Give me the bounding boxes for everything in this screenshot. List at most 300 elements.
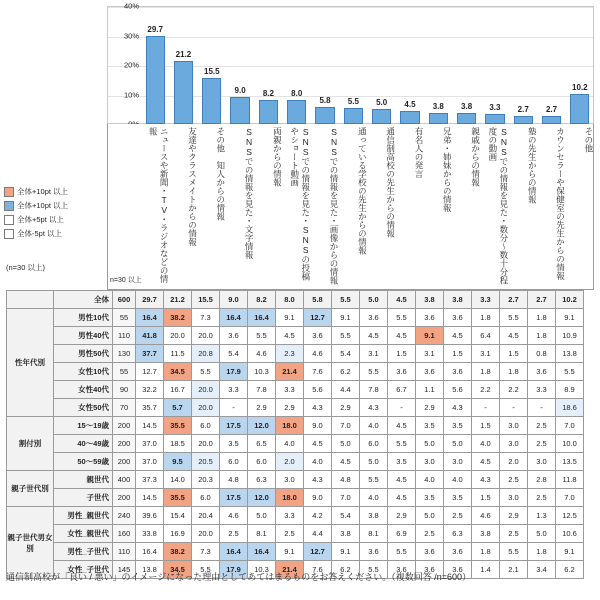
table-cell: 17.9 [220, 363, 248, 381]
table-cell-n: 240 [113, 507, 136, 525]
table-cell: 3.3 [276, 381, 304, 399]
table-cell: 20.5 [192, 453, 220, 471]
table-cell-n: 200 [113, 435, 136, 453]
legend-swatch [4, 201, 14, 211]
table-cell: 4.5 [388, 417, 416, 435]
table-cell: 4.0 [472, 435, 500, 453]
table-cell: 1.8 [528, 543, 556, 561]
bar-value-label: 9.0 [234, 86, 246, 96]
table-cell: 10.0 [556, 435, 584, 453]
table-cell: 1.5 [444, 345, 472, 363]
category-label: SNSでの情報を見た・数分～数十分程度の動画 [487, 127, 509, 285]
table-row [7, 453, 584, 471]
table-cell: 3.6 [220, 327, 248, 345]
table-cell: - [472, 399, 500, 417]
legend-swatch [4, 229, 14, 239]
table-cell: 5.8 [304, 291, 332, 309]
table-cell: 4.4 [332, 381, 360, 399]
table-cell: 5.5 [332, 291, 360, 309]
table-cell: 5.5 [192, 363, 220, 381]
table-cell: 4.3 [444, 399, 472, 417]
table-cell: 1.5 [500, 345, 528, 363]
bar [372, 109, 391, 124]
table-cell: 4.5 [360, 327, 388, 345]
table-cell: 3.5 [416, 489, 444, 507]
table-cell: 0.8 [528, 345, 556, 363]
table-cell: 35.5 [164, 489, 192, 507]
table-cell: 4.3 [304, 471, 332, 489]
table-cell: 8.9 [556, 381, 584, 399]
table-cell: 5.5 [388, 435, 416, 453]
table-cell: 9.0 [220, 291, 248, 309]
table-cell: 7.3 [192, 543, 220, 561]
table-cell: 9.0 [304, 489, 332, 507]
table-cell: 2.3 [276, 345, 304, 363]
table-cell-n: 55 [113, 363, 136, 381]
table-cell: 2.9 [500, 507, 528, 525]
table-row-label: 女性_親世代 [54, 525, 113, 543]
table-row-label: 女性10代 [54, 363, 113, 381]
bar [400, 111, 419, 124]
table-row [7, 543, 584, 561]
table-cell: 3.6 [416, 309, 444, 327]
table-cell: 5.5 [248, 327, 276, 345]
table-cell: 3.0 [500, 489, 528, 507]
category-label: ニュースや新聞・TV・ラジオなどの情報 [148, 127, 170, 283]
category-label: 両親からの情報 [272, 127, 283, 187]
table-cell: 6.4 [472, 327, 500, 345]
table-cell: 2.2 [500, 381, 528, 399]
table-cell: 6.2 [556, 561, 584, 579]
table-cell: 20.4 [192, 507, 220, 525]
table-cell: 4.3 [304, 399, 332, 417]
table-cell: 29.7 [136, 291, 164, 309]
table-row-label: 全体 [54, 291, 113, 309]
table-cell: 5.0 [416, 507, 444, 525]
table-cell: 9.1 [276, 543, 304, 561]
table-cell: 20.0 [192, 399, 220, 417]
data-table [6, 290, 584, 579]
category-label: カウンセラーや保健室の先生からの情報 [555, 127, 566, 280]
table-cell-n: 130 [113, 345, 136, 363]
table-cell: 12.5 [556, 507, 584, 525]
table-cell: 4.6 [220, 507, 248, 525]
table-cell: 3.1 [360, 345, 388, 363]
table-cell: 3.0 [416, 453, 444, 471]
table-cell: 3.5 [444, 489, 472, 507]
table-cell: 37.3 [136, 471, 164, 489]
bar [457, 113, 476, 124]
table-row-label: 男性50代 [54, 345, 113, 363]
table-cell: 11.8 [556, 471, 584, 489]
table-cell: 7.6 [304, 363, 332, 381]
y-tick-label: 40% [123, 1, 139, 11]
table-cell: 4.0 [360, 489, 388, 507]
table-cell: 7.8 [360, 381, 388, 399]
table-cell: 20.8 [192, 345, 220, 363]
table-cell: 35.7 [136, 399, 164, 417]
table-row-label: 女性_子世代 [54, 561, 113, 579]
table-cell: 3.6 [444, 309, 472, 327]
table-cell: - [528, 399, 556, 417]
table-cell: 5.5 [360, 561, 388, 579]
bar [429, 113, 448, 124]
bar-value-label: 5.0 [376, 98, 388, 108]
table-cell: 6.0 [220, 453, 248, 471]
table-cell: 1.8 [528, 327, 556, 345]
table-cell: 2.9 [248, 399, 276, 417]
table-cell: 12.0 [248, 417, 276, 435]
table-group-label: 性年代別 [7, 309, 54, 417]
table-row [7, 507, 584, 525]
category-label: 通信制高校の先生からの情報 [385, 127, 396, 238]
table-cell: 5.5 [360, 471, 388, 489]
y-tick-label: 20% [123, 60, 139, 70]
table-cell: 3.0 [500, 417, 528, 435]
table-cell: 9.1 [416, 327, 444, 345]
table-cell: 12.0 [248, 489, 276, 507]
table-cell: 2.5 [220, 525, 248, 543]
table-cell: 2.5 [500, 471, 528, 489]
table-cell: 2.0 [500, 453, 528, 471]
table-cell: 5.4 [220, 345, 248, 363]
table-cell: 3.0 [444, 453, 472, 471]
table-cell: 3.6 [444, 363, 472, 381]
table-cell: 3.3 [528, 381, 556, 399]
table-cell: 3.6 [444, 561, 472, 579]
table-cell: 1.5 [472, 489, 500, 507]
table-cell: 16.4 [248, 543, 276, 561]
table-cell: 9.1 [332, 309, 360, 327]
table-cell: 2.9 [388, 507, 416, 525]
table-row [7, 363, 584, 381]
table-cell: 37.0 [136, 453, 164, 471]
table-cell: 1.8 [500, 363, 528, 381]
table-cell: 7.8 [248, 381, 276, 399]
table-cell-n: 90 [113, 381, 136, 399]
table-cell: 35.5 [164, 417, 192, 435]
table-cell: 5.6 [304, 381, 332, 399]
table-cell: 33.8 [136, 525, 164, 543]
table-cell-n: 110 [113, 327, 136, 345]
table-cell: 3.4 [528, 561, 556, 579]
table-cell: 5.4 [332, 345, 360, 363]
table-cell: 3.8 [360, 507, 388, 525]
table-cell: 4.6 [472, 507, 500, 525]
table-row-label: 男性10代 [54, 309, 113, 327]
bar-value-label: 4.5 [404, 99, 416, 109]
table-cell: 3.6 [444, 543, 472, 561]
table-cell: 18.6 [556, 399, 584, 417]
table-cell: 3.1 [472, 345, 500, 363]
table-cell: 1.4 [472, 561, 500, 579]
table-row-label: 男性_親世代 [54, 507, 113, 525]
bar [514, 116, 533, 124]
bar-value-label: 2.7 [545, 105, 558, 115]
bar [259, 100, 278, 124]
table-cell: 5.5 [556, 363, 584, 381]
table-cell: 17.5 [220, 417, 248, 435]
bar-value-label: 15.5 [203, 67, 220, 77]
table-cell: 4.5 [388, 471, 416, 489]
bar [287, 100, 306, 124]
table-cell: 2.9 [416, 399, 444, 417]
table-cell: 8.2 [248, 291, 276, 309]
table-cell: 12.7 [136, 363, 164, 381]
table-cell: 4.3 [472, 471, 500, 489]
table-cell: 14.0 [164, 471, 192, 489]
table-cell: 9.1 [332, 543, 360, 561]
table-row-label: 15～19歳 [54, 417, 113, 435]
table-cell: 2.5 [528, 417, 556, 435]
table-cell: 3.3 [220, 381, 248, 399]
table-cell: 13.8 [556, 345, 584, 363]
legend-label: 全体-5pt 以上 [17, 229, 63, 238]
table-cell-n: 600 [113, 291, 136, 309]
table-cell: 39.6 [136, 507, 164, 525]
bar-value-label: 2.7 [517, 105, 529, 115]
table-cell: 5.0 [528, 525, 556, 543]
table-cell: 20.0 [164, 327, 192, 345]
table-cell: 6.9 [388, 525, 416, 543]
table-cell: 1.5 [388, 345, 416, 363]
table-cell: 5.0 [416, 435, 444, 453]
table-cell: 4.5 [388, 327, 416, 345]
table-group-label: 親子世代男女別 [7, 507, 54, 579]
table-row [7, 435, 584, 453]
table-cell: 5.0 [360, 453, 388, 471]
table-group-label [7, 291, 54, 309]
table-cell: 4.3 [360, 399, 388, 417]
table-cell: 20.0 [192, 435, 220, 453]
table-cell: 15.5 [192, 291, 220, 309]
table-cell: 3.5 [416, 417, 444, 435]
category-label: 友達やクラスメイトからの情報 [187, 127, 198, 246]
table-cell: 6.0 [192, 417, 220, 435]
table-cell: 2.2 [472, 381, 500, 399]
table-cell: 5.6 [444, 381, 472, 399]
table-cell: 3.3 [472, 291, 500, 309]
table-cell: 4.5 [332, 453, 360, 471]
table-cell-n: 55 [113, 309, 136, 327]
bar-value-label: 29.7 [147, 25, 163, 35]
table-cell: 3.8 [416, 291, 444, 309]
table-cell: 4.0 [360, 417, 388, 435]
bar-value-label: 10.2 [572, 82, 588, 92]
table-cell: 6.7 [388, 381, 416, 399]
table-cell: 17.9 [220, 561, 248, 579]
table-row-label: 男性40代 [54, 327, 113, 345]
table-cell: 16.7 [164, 381, 192, 399]
table-cell: 1.8 [472, 543, 500, 561]
table-cell: 2.5 [444, 507, 472, 525]
table-cell: 20.0 [192, 381, 220, 399]
table-cell: 34.5 [164, 561, 192, 579]
table-cell: 5.5 [332, 327, 360, 345]
table-row [7, 489, 584, 507]
table-cell: 4.0 [444, 471, 472, 489]
table-cell: 32.2 [136, 381, 164, 399]
table-cell: 6.0 [360, 435, 388, 453]
table-cell: 3.6 [360, 309, 388, 327]
table-cell: 6.3 [444, 525, 472, 543]
table-cell: 2.5 [528, 435, 556, 453]
y-tick-label: 10% [123, 90, 139, 99]
table-cell: 5.5 [388, 309, 416, 327]
category-label: 通っている学校の先生からの情報 [357, 127, 368, 255]
table-cell: 4.5 [276, 327, 304, 345]
table-cell: 3.3 [276, 507, 304, 525]
table-cell-n: 200 [113, 417, 136, 435]
table-cell: 5.5 [388, 543, 416, 561]
table-cell: 4.5 [388, 489, 416, 507]
table-cell: 2.5 [416, 525, 444, 543]
table-cell: 6.0 [248, 453, 276, 471]
table-row [7, 471, 584, 489]
table-cell: 3.6 [360, 543, 388, 561]
table-cell: 2.0 [276, 453, 304, 471]
table-cell: 1.5 [472, 417, 500, 435]
table-cell: 2.9 [332, 399, 360, 417]
table-cell: 3.5 [220, 435, 248, 453]
table-cell: 7.3 [192, 309, 220, 327]
chart-category-labels [107, 124, 594, 290]
table-cell: 10.3 [248, 561, 276, 579]
table-cell: 4.5 [444, 327, 472, 345]
table-cell: 6.0 [192, 489, 220, 507]
table-cell: 3.0 [500, 435, 528, 453]
table-cell: 10.3 [248, 363, 276, 381]
table-cell-n: 160 [113, 525, 136, 543]
table-cell: 16.4 [220, 543, 248, 561]
table-cell: 9.5 [164, 453, 192, 471]
table-cell-n: 145 [113, 561, 136, 579]
table-cell: 17.5 [220, 489, 248, 507]
table-group-label: 親子世代別 [7, 471, 54, 507]
table-cell: 8.0 [276, 291, 304, 309]
table-cell: 5.5 [500, 309, 528, 327]
table-row [7, 417, 584, 435]
table-cell: 8.1 [248, 525, 276, 543]
bar-value-label: 8.0 [291, 89, 303, 99]
table-cell: 3.8 [472, 525, 500, 543]
table-cell: 6.2 [332, 363, 360, 381]
table-cell: 21.4 [276, 561, 304, 579]
table-cell: 21.4 [276, 363, 304, 381]
category-label: SNSでの情報を見た・SNSの投稿やショート動画 [289, 127, 311, 281]
table-cell: 2.7 [500, 291, 528, 309]
table-cell: 3.6 [528, 363, 556, 381]
category-label: その他 [583, 127, 594, 153]
table-cell: 21.2 [164, 291, 192, 309]
table-cell: 18.0 [276, 489, 304, 507]
table-cell: 10.2 [556, 291, 584, 309]
bar-value-label: 8.2 [262, 88, 274, 98]
category-label: 塾の先生からの情報 [527, 127, 538, 204]
table-cell: 4.6 [304, 345, 332, 363]
table-cell: 9.0 [304, 417, 332, 435]
bar [485, 114, 504, 124]
table-cell: 7.0 [332, 489, 360, 507]
legend-label: 全体+10pt 以上 [17, 187, 69, 196]
table-cell: 4.0 [276, 435, 304, 453]
bar-value-label: 3.8 [461, 101, 473, 111]
bar-value-label: 21.2 [175, 50, 192, 60]
table-cell: 4.5 [472, 453, 500, 471]
sample-size-note: n=30 以上 [110, 277, 142, 284]
table-cell: 4.4 [304, 525, 332, 543]
y-tick-label: 30% [123, 31, 139, 40]
table-cell: 3.5 [444, 417, 472, 435]
table-cell: 16.4 [136, 309, 164, 327]
table-cell: 3.6 [304, 327, 332, 345]
bar-value-label: 5.5 [347, 96, 359, 106]
bar-value-label: 5.8 [319, 95, 331, 105]
legend-label: 全体+5pt 以上 [17, 215, 64, 224]
table-cell: 3.6 [388, 363, 416, 381]
table-cell: - [220, 399, 248, 417]
table-cell: 10.9 [556, 327, 584, 345]
legend-label: 全体+10pt 以上 [17, 201, 69, 210]
table-cell: 11.5 [164, 345, 192, 363]
category-label: 親戚からの情報 [470, 127, 481, 187]
table-cell: 20.0 [192, 327, 220, 345]
table-cell: 14.5 [136, 417, 164, 435]
category-label: その他 知人からの情報 [215, 127, 226, 221]
table-cell: 3.8 [332, 525, 360, 543]
category-label: SNSでの情報を見た・文字情報 [244, 127, 255, 259]
category-label: 兄弟・姉妹からの情報 [442, 127, 453, 212]
table-cell: 12.7 [304, 309, 332, 327]
table-cell: 5.0 [248, 507, 276, 525]
table-cell: 2.5 [528, 489, 556, 507]
table-row-label: 40～49歳 [54, 435, 113, 453]
table-cell: 15.4 [164, 507, 192, 525]
legend-item [4, 214, 104, 226]
table-row [7, 525, 584, 543]
table-cell: 10.6 [556, 525, 584, 543]
bar [542, 116, 561, 124]
table-cell: 20.0 [192, 525, 220, 543]
bar [230, 97, 249, 124]
table-group-label: 割付別 [7, 417, 54, 471]
table-cell: 4.5 [500, 327, 528, 345]
table-cell: 4.0 [416, 471, 444, 489]
bar-value-label: 3.3 [489, 103, 501, 113]
table-cell-n: 70 [113, 399, 136, 417]
table-cell: 5.5 [360, 363, 388, 381]
table-cell: 2.8 [528, 471, 556, 489]
table-cell: 4.5 [304, 435, 332, 453]
table-cell: 5.0 [444, 435, 472, 453]
footnote: 通信制高校が「良い / 悪い」のイメージになった理由としてあてはまるものをお答えください。（複数回答 /n=600） [6, 572, 472, 582]
table-row-label: 男性_子世代 [54, 543, 113, 561]
table-cell: 4.2 [304, 507, 332, 525]
table-cell-n: 110 [113, 543, 136, 561]
table-cell: 4.8 [220, 471, 248, 489]
table-cell: 41.8 [136, 327, 164, 345]
table-cell: 16.4 [220, 309, 248, 327]
table-cell: 16.9 [164, 525, 192, 543]
table-cell: 6.5 [248, 435, 276, 453]
table-cell: 5.0 [332, 435, 360, 453]
table-cell: 1.3 [528, 507, 556, 525]
table-cell: 7.0 [556, 489, 584, 507]
category-label: 有名人の発言 [413, 127, 424, 178]
table-cell: 9.1 [556, 309, 584, 327]
table-cell: 2.5 [500, 525, 528, 543]
table-cell: 37.0 [136, 435, 164, 453]
